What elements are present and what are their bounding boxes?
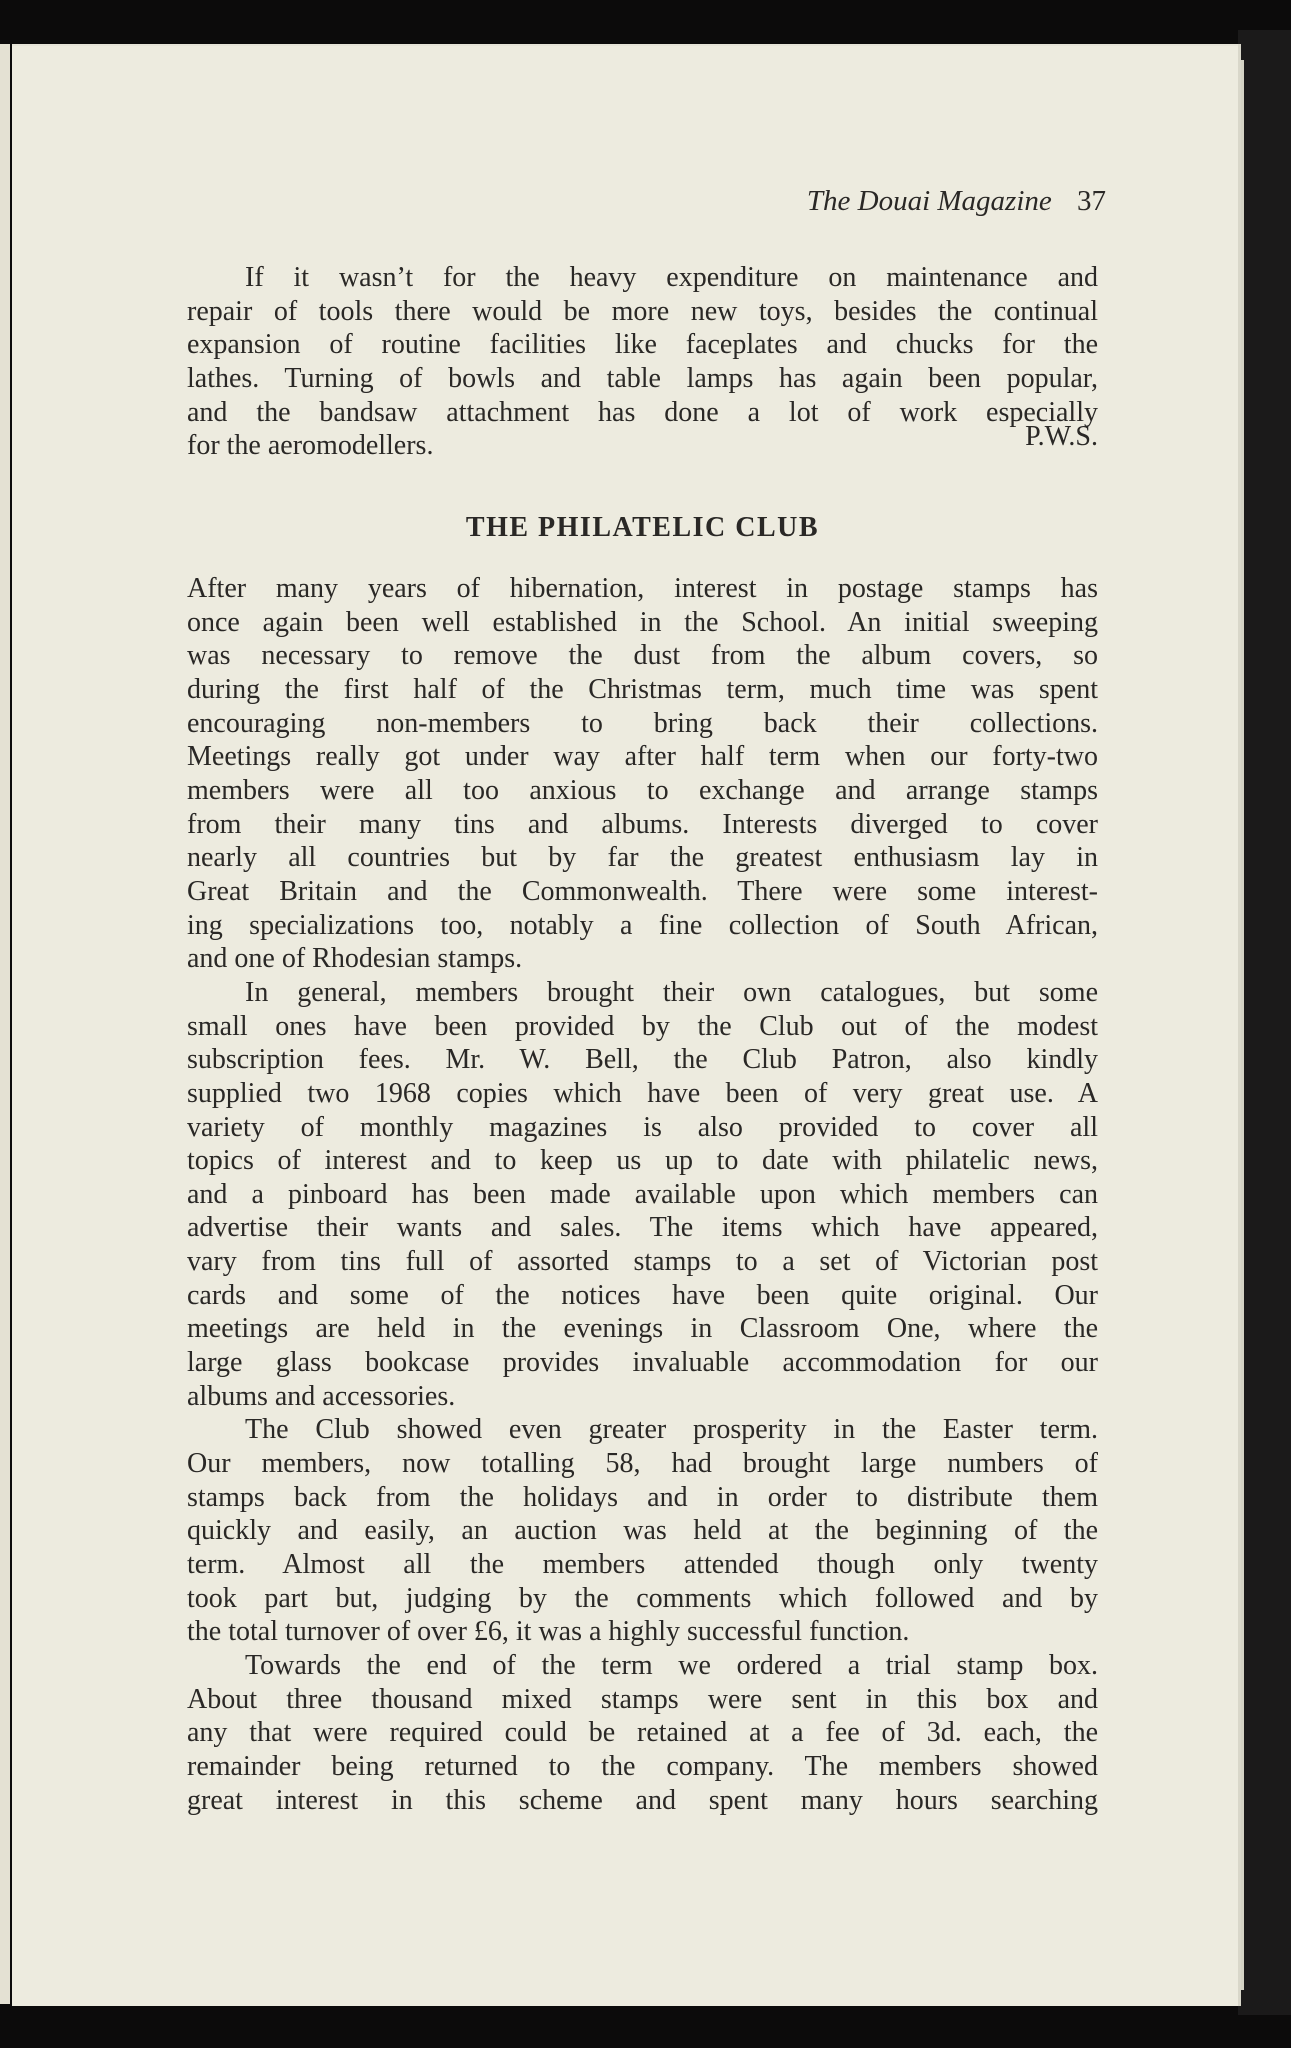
intro-paragraph bbox=[187, 261, 1098, 463]
text-line: Towards the end of the term we ordered a trial stamp box. bbox=[245, 1650, 1098, 1681]
article-title: THE PHILATELIC CLUB bbox=[465, 512, 820, 543]
book-cover bbox=[1238, 30, 1291, 2015]
text-line: After many years of hibernation, interest in postage stamps has bbox=[187, 573, 1098, 604]
page-number: 37 bbox=[1077, 185, 1106, 217]
paragraph bbox=[187, 976, 1098, 1414]
text-line: The Club showed even greater prosperity in the Easter term. bbox=[245, 1414, 1098, 1446]
text-line: About three thousand mixed stamps were sent in this box and bbox=[187, 1683, 1098, 1715]
text-line: Great Britain and the Commonwealth. There were some interest- bbox=[187, 875, 1098, 907]
text-line: remainder being returned to the company. The members showed bbox=[187, 1750, 1098, 1782]
text-line: albums and accessories. bbox=[187, 1380, 456, 1412]
paragraph bbox=[187, 572, 1098, 976]
text-line: the total turnover of over £6, it was a highly successful function. bbox=[187, 1616, 910, 1648]
text-line: any that were required could be retained at a fee of 3d. each, the bbox=[187, 1717, 1098, 1749]
text-line: repair of tools there would be more new toys, besides the continual bbox=[187, 295, 1098, 327]
paragraph bbox=[187, 1413, 1098, 1649]
text-line: variety of monthly magazines is also provided to cover all bbox=[187, 1111, 1098, 1143]
text-line: from their many tins and albums. Interests diverged to cover bbox=[187, 808, 1098, 840]
paragraph bbox=[187, 1649, 1098, 1817]
text-line: Our members, now totalling 58, had brought large numbers of bbox=[187, 1448, 1098, 1480]
text-line: and one of Rhodesian stamps. bbox=[187, 943, 523, 975]
text-line: topics of interest and to keep us up to date with philatelic news, bbox=[187, 1145, 1098, 1177]
text-line: encouraging non-members to bring back their collections. bbox=[187, 707, 1098, 739]
magazine-title: The Douai Magazine bbox=[806, 185, 1052, 217]
text-line: cards and some of the notices have been quite original. Our bbox=[187, 1279, 1098, 1311]
text-line: advertise their wants and sales. The items which have appeared, bbox=[187, 1212, 1098, 1244]
text-line: great interest in this scheme and spent many hours searching bbox=[187, 1784, 1098, 1816]
text-line: once again been well established in the School. An initial sweeping bbox=[187, 606, 1098, 638]
text-line: meetings are held in the evenings in Classroom One, where the bbox=[187, 1313, 1098, 1345]
text-line: large glass bookcase provides invaluable accommodation for our bbox=[187, 1347, 1098, 1379]
text-line: supplied two 1968 copies which have been of very great use. A bbox=[187, 1077, 1098, 1109]
text-line: and the bandsaw attachment has done a lot of work especially bbox=[187, 396, 1098, 428]
text-line: subscription fees. Mr. W. Bell, the Club Patron, also kindly bbox=[187, 1044, 1098, 1076]
text-line: for the aeromodellers. bbox=[187, 430, 434, 462]
text-line: Meetings really got under way after half term when our forty-two bbox=[187, 741, 1098, 773]
text-line: quickly and easily, an auction was held at the beginning of the bbox=[187, 1515, 1098, 1547]
text-line: small ones have been provided by the Club out of the modest bbox=[187, 1010, 1098, 1042]
text-line: was necessary to remove the dust from the album covers, so bbox=[187, 640, 1098, 672]
text-line: during the first half of the Christmas term, much time was spent bbox=[187, 673, 1098, 705]
closing-line bbox=[187, 421, 1098, 463]
text-line: In general, members brought their own catalogues, but some bbox=[245, 976, 1098, 1008]
text-line: lathes. Turning of bowls and table lamps has again been popular, bbox=[187, 362, 1098, 394]
author-initials: P.W.S. bbox=[1025, 421, 1098, 453]
text-line: took part but, judging by the comments which followed and by bbox=[187, 1582, 1098, 1614]
facing-page-edge bbox=[0, 44, 10, 2004]
text-line: term. Almost all the members attended though only twenty bbox=[187, 1549, 1098, 1581]
text-line: and a pinboard has been made available upon which members can bbox=[187, 1178, 1098, 1210]
running-header bbox=[807, 185, 1106, 218]
text-line: ing specializations too, notably a fine collection of South African, bbox=[187, 909, 1098, 941]
text-line: nearly all countries but by far the greatest enthusiasm lay in bbox=[187, 842, 1098, 874]
text-line: vary from tins full of assorted stamps to a set of Victorian post bbox=[187, 1246, 1098, 1278]
text-line: members were all too anxious to exchange and arrange stamps bbox=[187, 774, 1098, 806]
text-line: expansion of routine facilities like faceplates and chucks for the bbox=[187, 329, 1098, 361]
text-line: stamps back from the holidays and in order to distribute them bbox=[187, 1481, 1098, 1513]
article-body bbox=[187, 572, 1098, 1817]
text-line: If it wasn’t for the heavy expenditure on maintenance and bbox=[245, 262, 1098, 293]
